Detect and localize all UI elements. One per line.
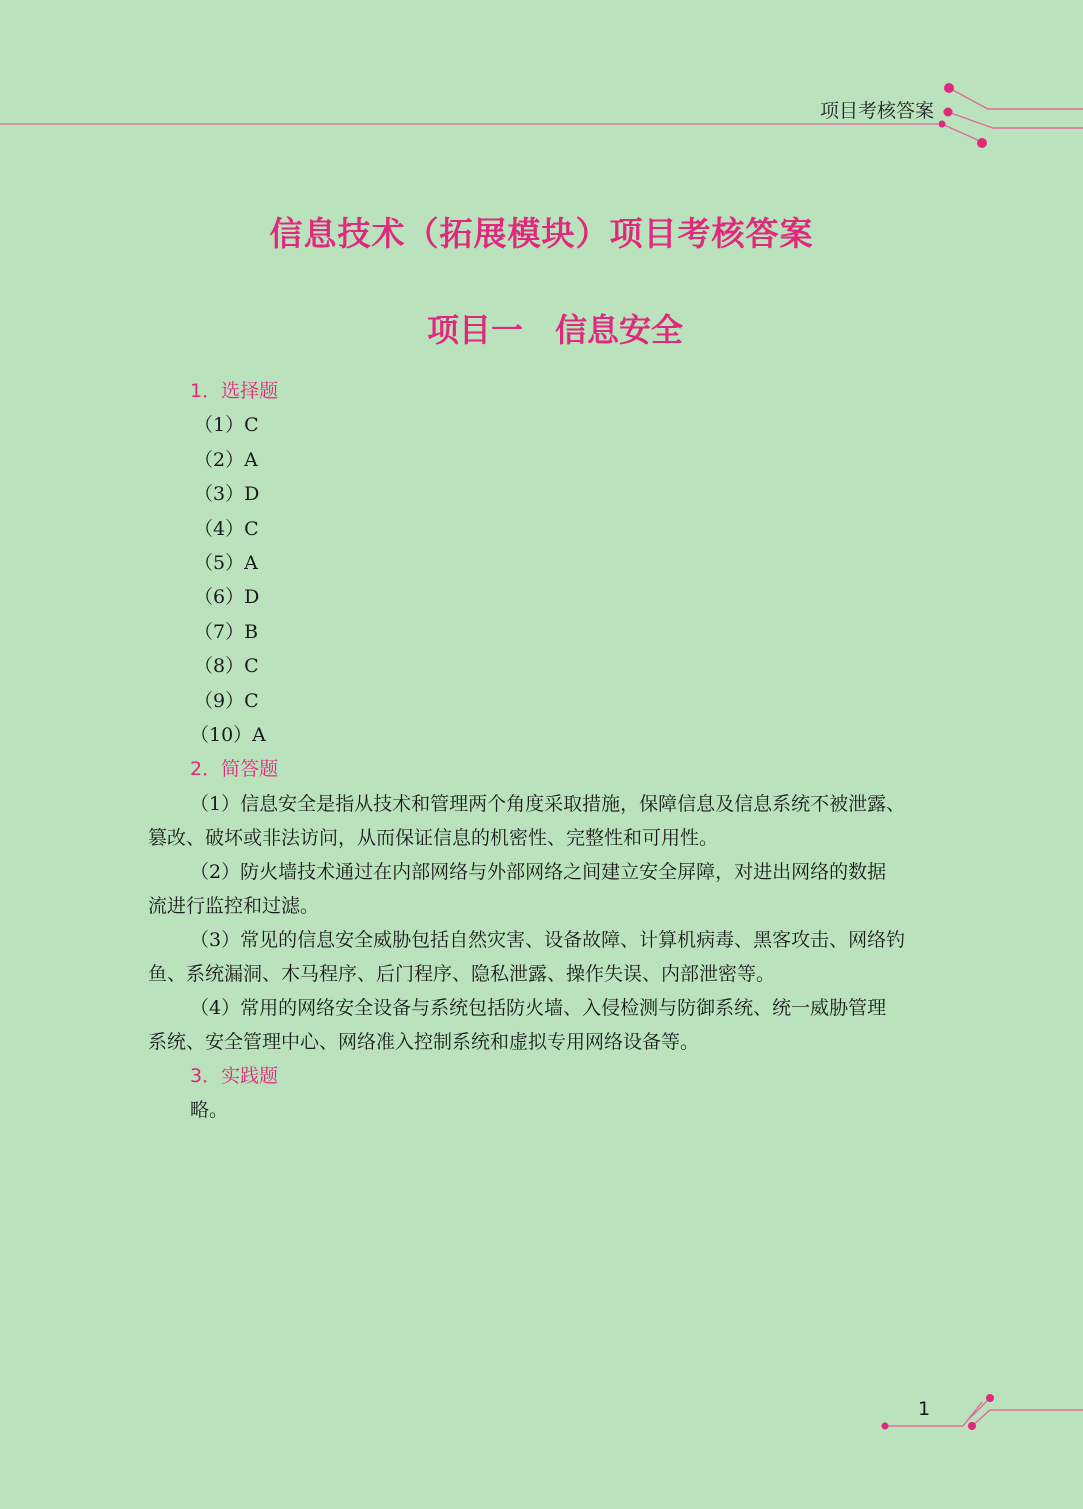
page-number: 1 — [918, 1398, 931, 1420]
choice-answer: （1）C — [194, 414, 259, 437]
section-heading-short-answer: 2．简答题 — [190, 758, 279, 781]
short-answer-paragraph: （1）信息安全是指从技术和管理两个角度采取措施，保障信息及信息系统不被泄露、 篡改、破坏或非法访问，从而保证信息的机密性、完整性和可用性。 — [148, 792, 906, 849]
choice-answer: （8）C — [194, 655, 259, 678]
section-heading-practice: 3．实践题 — [190, 1064, 279, 1087]
practice-answer: 略。 — [190, 1099, 229, 1122]
header-circuit-dots — [939, 83, 988, 148]
short-answer-paragraph: （4）常用的网络安全设备与系统包括防火墙、入侵检测与防御系统、统一威胁管理 系统、安全管理中心、网络准入控制系统和虚拟专用网络设备等。 — [148, 996, 887, 1053]
footer-circuit-icon — [885, 1398, 1083, 1426]
choice-answer: （7）B — [194, 620, 259, 643]
short-answer-paragraph: （3）常见的信息安全威胁包括自然灾害、设备故障、计算机病毒、黑客攻击、网络钓 鱼、系统漏洞、木马程序、后门程序、隐私泄露、操作失误、内部泄密等。 — [148, 928, 906, 985]
section-heading-choice: 1．选择题 — [190, 380, 279, 402]
chapter-title: 项目一 信息安全 — [426, 311, 683, 349]
choice-answer: （2）A — [194, 448, 258, 471]
choice-answer: （10）A — [190, 723, 266, 746]
running-header: 项目考核答案 — [819, 100, 934, 122]
document-body — [148, 374, 968, 1127]
choice-answer: （6）D — [194, 586, 260, 609]
short-answer-paragraph: （2）防火墙技术通过在内部网络与外部网络之间建立安全屏障，对进出网络的数据 流进行监控和过滤。 — [148, 860, 887, 917]
choice-answer: （4）C — [194, 517, 259, 540]
choice-answer: （9）C — [194, 689, 259, 712]
choice-answer: （3）D — [194, 483, 260, 506]
choice-answer: （5）A — [194, 551, 258, 574]
header-circuit-icon — [942, 88, 1083, 142]
main-title: 信息技术（拓展模块）项目考核答案 — [269, 214, 814, 253]
